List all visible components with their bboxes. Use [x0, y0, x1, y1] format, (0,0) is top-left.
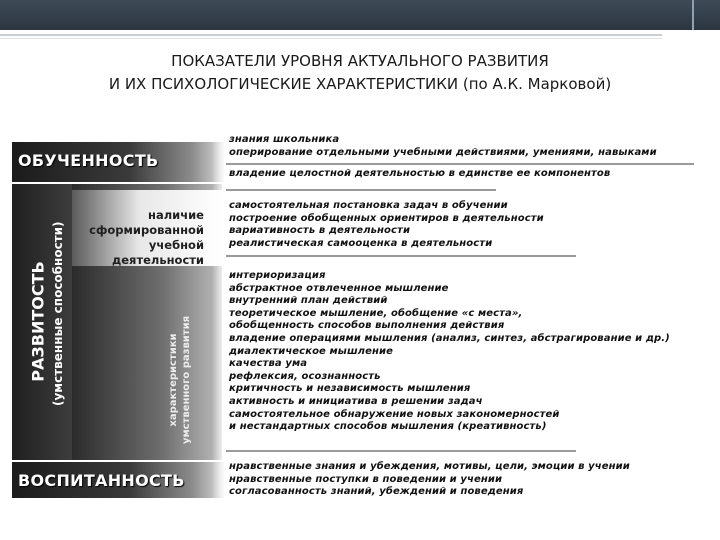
list-item: построение обобщенных ориентиров в деятельности — [229, 212, 544, 224]
ucheb-line: учебной — [148, 238, 204, 252]
list-item: рефлексия, осознанность — [229, 370, 381, 382]
list-item: оперирование отдельными учебными действиями, умениями, навыками — [229, 146, 657, 158]
list-item: знания школьника — [229, 134, 340, 145]
list-item: абстрактное отвлеченное мышление — [229, 282, 449, 294]
list-item: владение операциями мышления (анализ, синтез, абстрагирование и др.) — [229, 332, 670, 344]
vospitannost-label: ВОСПИТАННОСТЬ — [18, 471, 185, 490]
harakteristiki-line-1: характеристики — [168, 333, 179, 427]
separator — [226, 450, 576, 452]
list-item: и нестандартных способов мышления (креативность) — [229, 421, 547, 433]
list-item: критичность и независимость мышления — [229, 383, 471, 395]
obuchennost-list — [229, 134, 657, 159]
ucheb-line: деятельности — [111, 253, 204, 267]
list-item: самостоятельная постановка задач в обучении — [229, 200, 508, 211]
development-diagram — [12, 132, 712, 504]
list-item: активность и инициатива в решении задач — [229, 395, 483, 407]
title-line-2: И ИХ ПСИХОЛОГИЧЕСКИЕ ХАРАКТЕРИСТИКИ (по А.К. Марковой) — [108, 75, 612, 93]
list-item: качества ума — [229, 358, 308, 370]
title-line-1: ПОКАЗАТЕЛИ УРОВНЯ АКТУАЛЬНОГО РАЗВИТИЯ — [171, 52, 549, 70]
harakteristiki-label — [167, 300, 193, 460]
list-item: нравственные знания и убеждения, мотивы, цели, эмоции в учении — [229, 461, 630, 472]
obuchennost-label: ОБУЧЕННОСТЬ — [18, 151, 159, 170]
harakteristiki-line-2: умственного развития — [181, 315, 192, 445]
tselostnost-list — [229, 168, 610, 181]
list-item: интериоризация — [229, 270, 326, 281]
razvitost-label: РАЗВИТОСТЬ — [28, 261, 48, 382]
list-item: вариативность в деятельности — [229, 225, 411, 237]
umstvennye-label: (умственные способности) — [51, 221, 65, 406]
ucheb-line: наличие — [148, 208, 204, 222]
top-divider-thin — [0, 38, 662, 39]
separator — [226, 163, 694, 165]
list-item: обобщенность способов выполнения действия — [229, 320, 505, 332]
top-divider — [0, 34, 662, 36]
ucheb-list — [229, 200, 544, 250]
list-item: самостоятельное обнаружение новых закономерностей — [229, 408, 560, 420]
list-item: диалектическое мышление — [229, 345, 393, 357]
slide-title — [0, 50, 720, 96]
vospitannost-list — [229, 461, 630, 499]
separator — [226, 189, 496, 191]
list-item: владение целостной деятельностью в единстве ее компонентов — [229, 168, 611, 179]
list-item: нравственные поступки в поведении и учении — [229, 473, 503, 485]
list-item: внутренний план действий — [229, 295, 388, 307]
ucheb-label — [74, 208, 204, 268]
list-item: теоретическое мышление, обобщение «с места», — [229, 307, 523, 319]
separator — [226, 255, 576, 257]
ucheb-line: сформированной — [89, 223, 204, 237]
diagram-fade — [212, 132, 226, 504]
list-item: реалистическая самооценка в деятельности — [229, 237, 493, 249]
list-item: согласованность знаний, убеждений и поведения — [229, 486, 524, 498]
top-bar-accent — [692, 0, 694, 30]
top-bar — [0, 0, 720, 30]
umstv-list — [229, 270, 670, 434]
